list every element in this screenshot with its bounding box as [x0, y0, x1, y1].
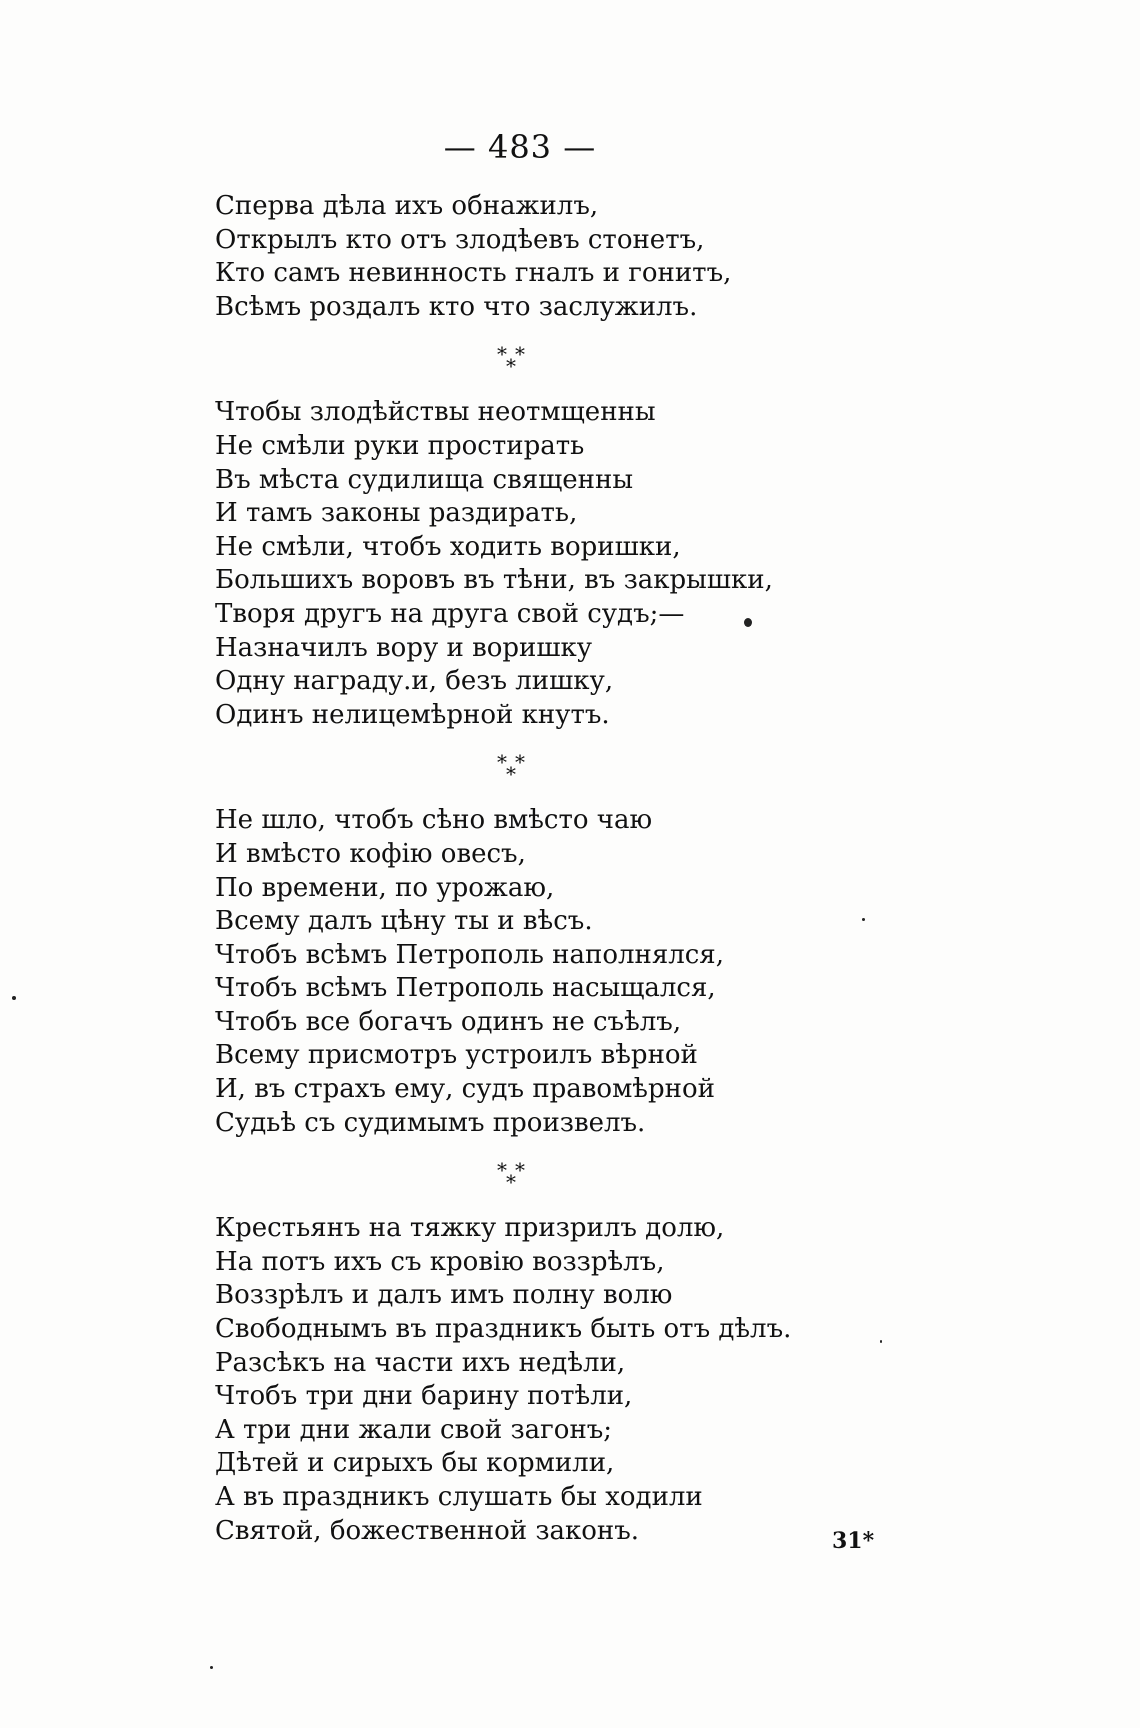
poem-line: А въ праздникъ слушать бы ходили	[215, 1482, 703, 1512]
poem-line: Одинъ нелицемѣрной кнутъ.	[215, 699, 610, 730]
asterisk-mark: *	[515, 1158, 525, 1183]
asterisk-mark: *	[497, 750, 507, 775]
scan-speck	[744, 618, 752, 627]
stanza-2	[215, 396, 835, 732]
poem-line: Чтобъ всѣмъ Петрополь насыщался,	[215, 973, 716, 1004]
asterisk-mark: *	[497, 342, 507, 367]
poem-line: Чтобы злодѣйствы неотмщенны	[215, 397, 656, 428]
poem-line: Одну награду.и, безъ лишку,	[215, 666, 614, 697]
stanza-4	[215, 1212, 835, 1548]
poem-line: Въ мѣста судилища священны	[215, 464, 634, 495]
poem-line: И, въ страхъ ему, судъ правомѣрной	[215, 1074, 715, 1105]
poem-line: Чтобъ три дни барину потѣли,	[215, 1381, 633, 1412]
poem-line: На потъ ихъ съ кровію воззрѣлъ,	[215, 1246, 665, 1277]
poem-line: Чтобъ все богачъ одинъ не съѣлъ,	[215, 1006, 682, 1037]
scan-speck	[210, 1666, 213, 1669]
asterism-divider	[215, 1140, 635, 1212]
poem-line: А три дни жали свой загонъ;	[215, 1414, 613, 1445]
asterisk-mark: *	[497, 1158, 507, 1183]
asterisk-mark: *	[506, 1170, 516, 1195]
poem-line: И тамъ законы раздирать,	[215, 498, 578, 529]
stanza-1	[215, 190, 835, 324]
poem-line: Всѣмъ роздалъ кто что заслужилъ.	[215, 291, 698, 322]
poem-line: Крестьянъ на тяжку призрилъ долю,	[215, 1213, 725, 1244]
poem-line: Воззрѣлъ и далъ имъ полну волю	[215, 1280, 673, 1311]
poem-line: По времени, по урожаю,	[215, 872, 555, 903]
scan-speck	[880, 1340, 882, 1343]
asterisk-mark: *	[515, 750, 525, 775]
asterism-divider	[215, 732, 635, 804]
poem-line: Свободнымъ въ праздникъ быть отъ дѣлъ.	[215, 1314, 792, 1345]
poem-line: Всему далъ цѣну ты и вѣсъ.	[215, 906, 593, 937]
poem-line: Назначилъ вору и воришку	[215, 632, 593, 663]
poem-line: Открылъ кто отъ злодѣевъ стонетъ,	[215, 224, 705, 255]
poem-line: Творя другъ на друга свой судъ;—	[215, 598, 685, 629]
poem-line: Судьѣ съ судимымъ произвелъ.	[215, 1107, 646, 1138]
poem-line: Большихъ воровъ въ тѣни, въ закрышки,	[215, 565, 773, 596]
poem-line: И вмѣсто кофію овесъ,	[215, 838, 526, 869]
poem-line: Всему присмотръ устроилъ вѣрной	[215, 1040, 698, 1071]
poem-line: Разсѣкъ на части ихъ недѣли,	[215, 1347, 626, 1378]
stanza-3	[215, 804, 835, 1140]
poem-line: Кто самъ невинность гналъ и гонитъ,	[215, 258, 732, 289]
poem-line: Не смѣли руки простирать	[215, 430, 585, 461]
poem-line: Не смѣли, чтобъ ходить воришки,	[215, 531, 681, 562]
poem-line: Дѣтей и сирыхъ бы кормили,	[215, 1448, 615, 1479]
poem-line: Сперва дѣла ихъ обнажилъ,	[215, 191, 599, 221]
poem-body	[215, 190, 835, 1548]
poem-line: Чтобъ всѣмъ Петрополь наполнялся,	[215, 939, 724, 970]
scan-speck	[862, 918, 865, 921]
asterisk-mark: *	[506, 354, 516, 379]
asterisk-mark: *	[506, 762, 516, 787]
asterism-divider	[215, 324, 635, 396]
signature-mark: 31*	[832, 1528, 875, 1554]
poem-line: Не шло, чтобъ сѣно вмѣсто чаю	[215, 805, 653, 836]
page-number: — 483 —	[443, 128, 597, 166]
asterisk-mark: *	[515, 342, 525, 367]
scan-speck	[12, 996, 16, 1000]
poem-line: Святой, божественной законъ.	[215, 1515, 640, 1546]
